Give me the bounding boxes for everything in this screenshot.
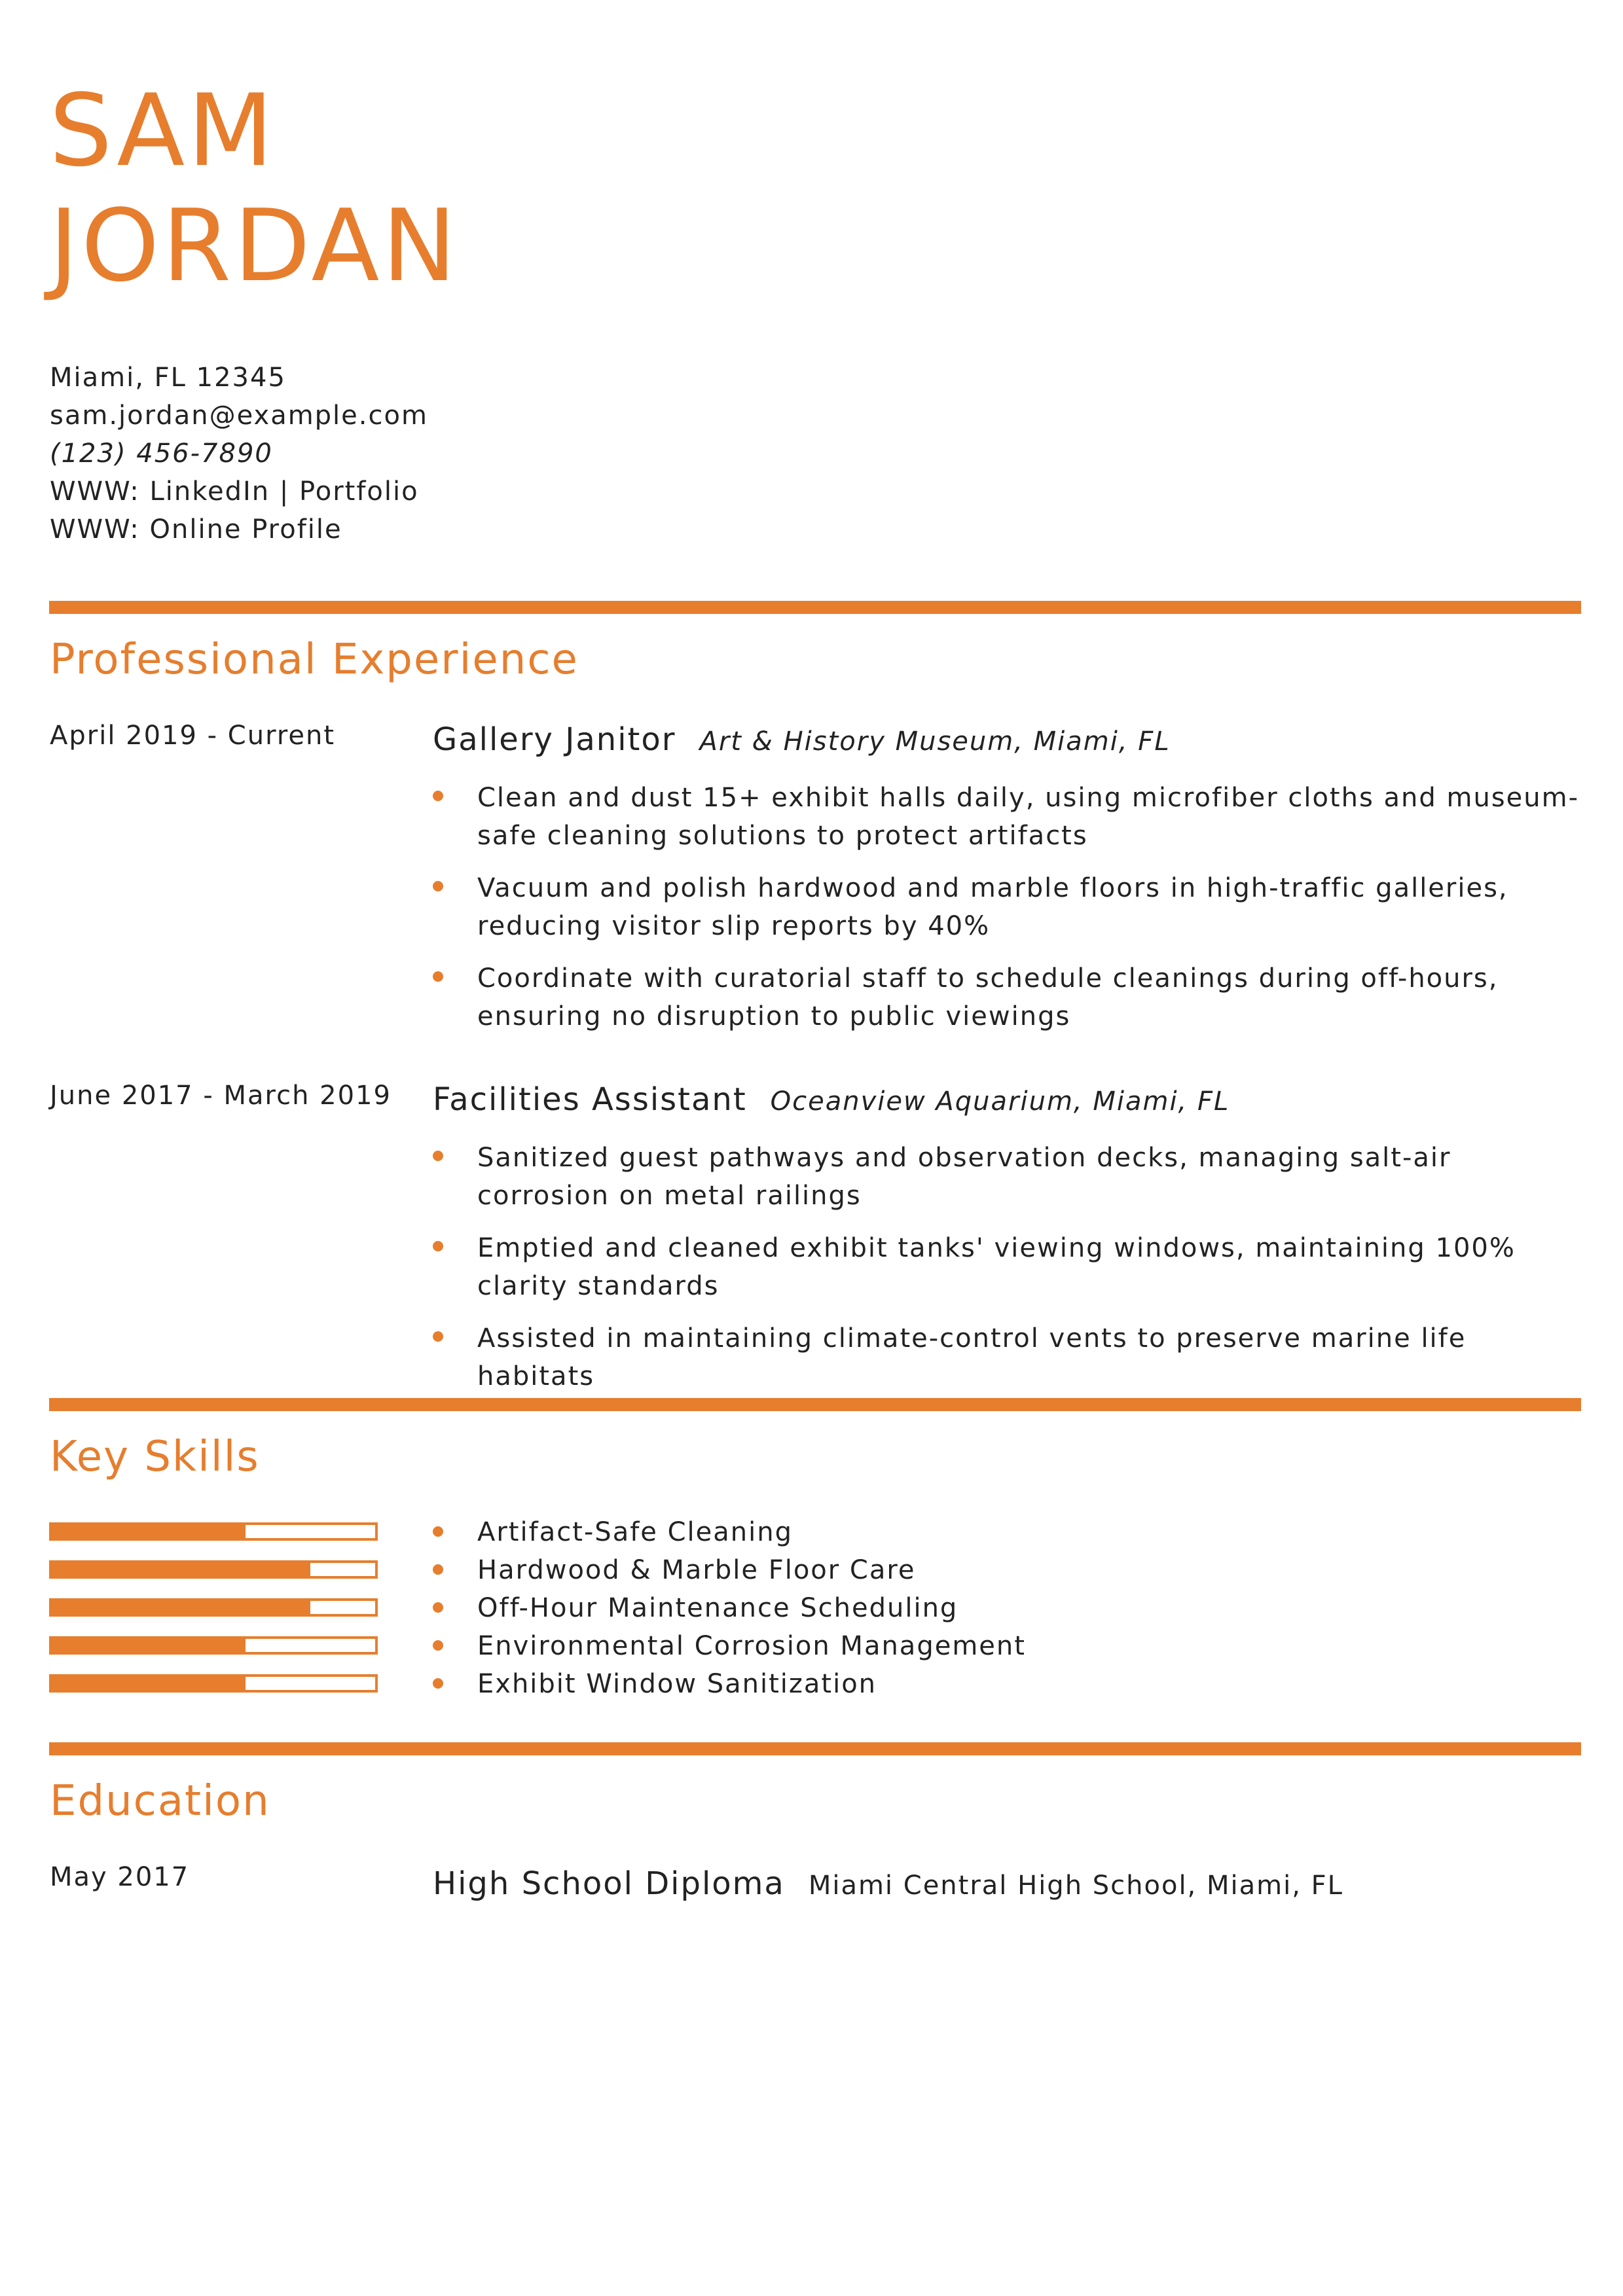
job-dates: June 2017 - March 2019 <box>50 1081 392 1111</box>
last-name: JORDAN <box>49 188 460 304</box>
list-item: Vacuum and polish hardwood and marble floors in high-traffic galleries, reducing visitor slip reports by 40% <box>433 869 1585 945</box>
first-name: SAM <box>49 73 276 188</box>
job-dates: April 2019 - Current <box>50 721 336 751</box>
job-bullets <box>433 1139 1585 1395</box>
section-title-skills: Key Skills <box>50 1433 260 1481</box>
job-bullets <box>433 779 1585 1035</box>
education-header <box>433 1863 1343 1912</box>
skill-item: Artifact-Safe Cleaning <box>433 1513 1026 1551</box>
job-title: Facilities Assistant <box>433 1081 747 1118</box>
skill-level-bar <box>49 1522 378 1541</box>
contact-location: Miami, FL 12345 <box>50 363 286 393</box>
education-school: Miami Central High School, Miami, FL <box>808 1871 1343 1901</box>
job-organization: Oceanview Aquarium, Miami, FL <box>770 1086 1230 1117</box>
skill-item: Environmental Corrosion Management <box>433 1627 1026 1665</box>
skill-item: Off-Hour Maintenance Scheduling <box>433 1589 1026 1627</box>
list-item: Coordinate with curatorial staff to schedule cleanings during off-hours, ensuring no disruption to public viewings <box>433 960 1585 1035</box>
skill-level-fill <box>52 1563 310 1576</box>
section-title-education: Education <box>50 1777 270 1825</box>
list-item: Sanitized guest pathways and observation decks, managing salt-air corrosion on metal railings <box>433 1139 1585 1215</box>
skill-level-fill <box>52 1639 246 1652</box>
section-divider <box>49 1742 1581 1755</box>
skill-level-fill <box>52 1601 310 1614</box>
skill-level-fill <box>52 1677 246 1690</box>
skill-level-fill <box>52 1525 246 1538</box>
list-item: Assisted in maintaining climate-control vents to preserve marine life habitats <box>433 1319 1585 1395</box>
job-header <box>433 1079 1230 1128</box>
contact-links-secondary[interactable]: WWW: Online Profile <box>50 514 342 545</box>
job-header <box>433 719 1171 768</box>
education-date: May 2017 <box>50 1862 190 1892</box>
skill-level-bar <box>49 1636 378 1655</box>
candidate-name <box>49 73 459 304</box>
skill-level-bar <box>49 1560 378 1579</box>
skills-list <box>433 1513 1026 1703</box>
contact-phone: (123) 456-7890 <box>50 439 273 469</box>
skill-item: Exhibit Window Sanitization <box>433 1665 1026 1703</box>
contact-links-primary[interactable]: WWW: LinkedIn | Portfolio <box>50 476 419 507</box>
section-divider <box>49 601 1581 614</box>
contact-info <box>50 359 428 548</box>
skill-level-bar <box>49 1674 378 1693</box>
list-item: Clean and dust 15+ exhibit halls daily, using microfiber cloths and museum-safe cleaning solutions to protect artifacts <box>433 779 1585 855</box>
section-title-experience: Professional Experience <box>50 636 579 684</box>
education-degree: High School Diploma <box>433 1865 785 1902</box>
skill-level-bars <box>49 1522 378 1712</box>
contact-email[interactable]: sam.jordan@example.com <box>50 401 428 431</box>
job-organization: Art & History Museum, Miami, FL <box>699 726 1171 757</box>
list-item: Emptied and cleaned exhibit tanks' viewing windows, maintaining 100% clarity standards <box>433 1229 1585 1305</box>
job-title: Gallery Janitor <box>433 721 676 758</box>
skill-item: Hardwood & Marble Floor Care <box>433 1551 1026 1589</box>
section-divider <box>49 1398 1581 1411</box>
skill-level-bar <box>49 1598 378 1617</box>
